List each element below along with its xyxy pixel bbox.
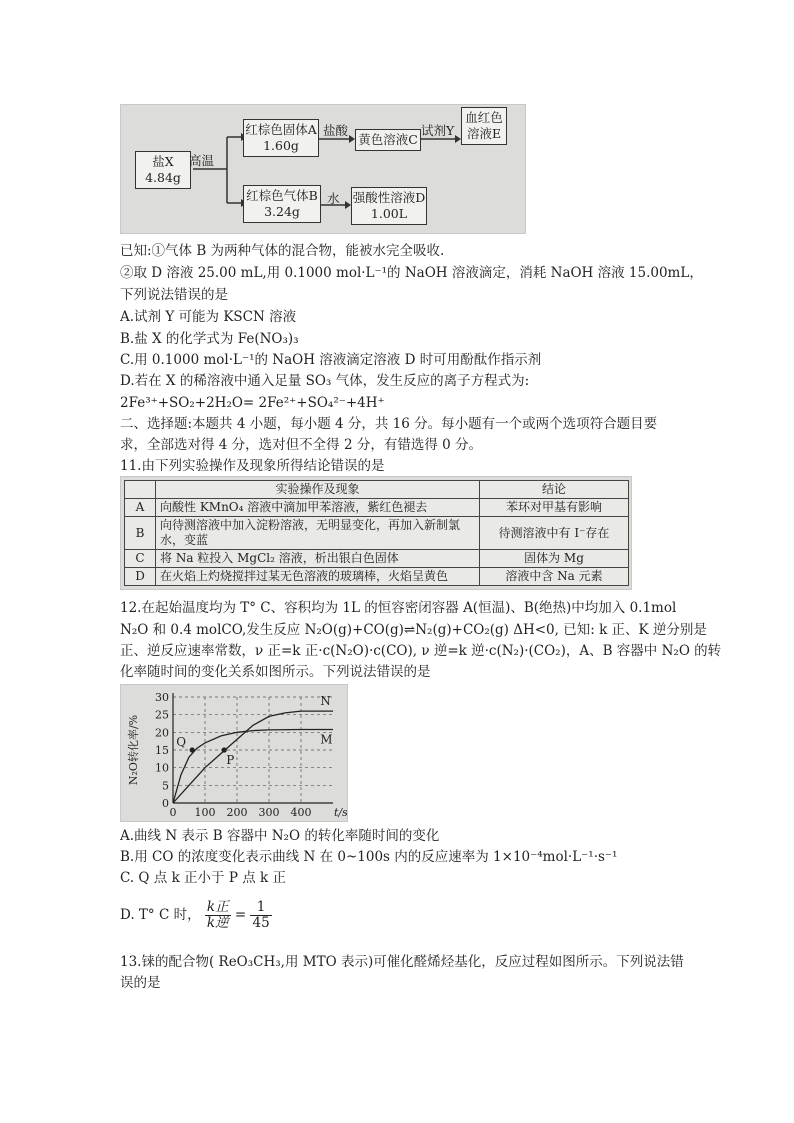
curve-label-M: M bbox=[320, 732, 333, 747]
table-cell: B bbox=[125, 517, 156, 550]
data-point-Q bbox=[190, 747, 195, 752]
data-point-P bbox=[222, 747, 227, 752]
table-cell: D bbox=[125, 568, 156, 586]
table-cell: A bbox=[125, 499, 156, 517]
fraction-numerator: k正 bbox=[206, 899, 229, 915]
table-row bbox=[125, 568, 629, 586]
table-cell: C bbox=[125, 550, 156, 568]
table-header-cell bbox=[125, 481, 156, 499]
salt-x-mass: 4.84g bbox=[145, 170, 181, 185]
q13-stem-1: 13.铼的配合物( ReO₃CH₃,用 MTO 表示)可催化醛烯烃基化，反应过程如图所示。下列说法错 bbox=[120, 954, 684, 970]
conversion-chart bbox=[121, 685, 347, 821]
q10-question: 下列说法错误的是 bbox=[120, 287, 228, 303]
q10-option-d: D.若在 X 的稀溶液中通入足量 SO₃ 气体，发生反应的离子方程式为: bbox=[120, 373, 530, 389]
solid-a-box bbox=[243, 119, 319, 157]
x-tick-label: 400 bbox=[290, 806, 312, 819]
q10-option-b: B.盐 X 的化学式为 Fe(NO₃)₃ bbox=[120, 331, 299, 347]
table-cell: 苯环对甲基有影响 bbox=[480, 499, 629, 517]
x-tick-label: 300 bbox=[258, 806, 280, 819]
table-cell: 将 Na 粒投入 MgCl₂ 溶液，析出银白色固体 bbox=[156, 550, 480, 568]
y-tick-label: 30 bbox=[155, 691, 169, 704]
solution-e-line2: 溶液E bbox=[466, 126, 502, 141]
q12-stem-2: N₂O 和 0.4 molCO,发生反应 N₂O(g)+CO(g)⇌N₂(g)+CO₂(g) ΔH<0, 已知: k 正、K 逆分别是 bbox=[120, 622, 707, 638]
q12-option-d bbox=[120, 898, 272, 932]
table-cell: 溶液中含 Na 元素 bbox=[480, 568, 629, 586]
solid-a-mass: 1.60g bbox=[263, 138, 299, 153]
y-tick-label: 10 bbox=[155, 761, 169, 775]
solution-d-box bbox=[351, 187, 427, 225]
solution-c-label: 黄色溶液C bbox=[358, 132, 418, 147]
solution-e-box bbox=[461, 107, 507, 145]
equals-sign: = bbox=[234, 907, 247, 923]
section2-heading: 二、选择题:本题共 4 小题，每小题 4 分，共 16 分。每小题有一个或两个选项符合题目要 bbox=[120, 416, 658, 432]
q12-option-c: C. Q 点 k 正小于 P 点 k 正 bbox=[120, 870, 286, 886]
fraction-denominator: k逆 bbox=[206, 915, 229, 931]
y-tick-label: 5 bbox=[162, 779, 169, 793]
value-numerator: 1 bbox=[250, 900, 271, 916]
x-tick-label: 100 bbox=[194, 806, 216, 819]
q10-option-a: A.试剂 Y 可能为 KSCN 溶液 bbox=[120, 309, 297, 325]
q12-option-a: A.曲线 N 表示 B 容器中 N₂O 的转化率随时间的变化 bbox=[120, 828, 440, 844]
table-header-row bbox=[125, 481, 629, 499]
table-row bbox=[125, 550, 629, 568]
q11-stem: 11.由下列实验操作及现象所得结论错误的是 bbox=[120, 458, 385, 474]
solution-e-line1: 血红色 bbox=[465, 110, 503, 125]
q10-option-d-equation: 2Fe³⁺+SO₂+2H₂O= 2Fe²⁺+SO₄²⁻+4H⁺ bbox=[120, 395, 385, 411]
solution-d-label: 强酸性溶液D bbox=[352, 190, 426, 205]
x-tick-label: 200 bbox=[226, 806, 248, 819]
salt-x-label: 盐X bbox=[152, 154, 174, 169]
q12-stem-1: 12.在起始温度均为 T° C、容积均为 1L 的恒容密闭容器 A(恒温)、B(绝热)中均加入 0.1mol bbox=[120, 600, 677, 616]
condition-high-temp: 高温 bbox=[189, 153, 215, 168]
q12-option-b: B.用 CO 的浓度变化表示曲线 N 在 0~100s 内的反应速率为 1×10⁻⁴mol·L⁻¹·s⁻¹ bbox=[120, 849, 618, 865]
section2-heading-cont: 求，全部选对得 4 分，选对但不全得 2 分，有错选得 0 分。 bbox=[120, 437, 483, 453]
y-tick-label: 25 bbox=[155, 708, 169, 722]
y-tick-label: 15 bbox=[155, 744, 169, 757]
table-cell: 向待测溶液中加入淀粉溶液，无明显变化，再加入新制氯水，变蓝 bbox=[156, 517, 480, 550]
table-cell: 向酸性 KMnO₄ 溶液中滴加甲苯溶液，紫红色褪去 bbox=[156, 499, 480, 517]
x-axis-label: t/s bbox=[334, 806, 347, 819]
point-label-P: P bbox=[226, 753, 235, 767]
k-ratio-fraction bbox=[205, 900, 231, 931]
q12-chart-figure bbox=[120, 684, 348, 822]
x-tick-label: 0 bbox=[169, 806, 177, 819]
gas-b-mass: 3.24g bbox=[264, 204, 300, 219]
q10-known-2: ②取 D 溶液 25.00 mL,用 0.1000 mol·L⁻¹的 NaOH 溶液滴定，消耗 NaOH 溶液 15.00mL， bbox=[120, 265, 703, 281]
q10-option-c: C.用 0.1000 mol·L⁻¹的 NaOH 溶液滴定溶液 D 时可用酚酞作指示剂 bbox=[120, 352, 542, 368]
value-fraction bbox=[250, 900, 271, 931]
solution-c-box bbox=[355, 129, 421, 151]
q12-stem-4: 化率随时间的变化关系如图所示。下列说法错误的是 bbox=[120, 664, 431, 680]
table-header-cell: 结论 bbox=[480, 481, 629, 499]
q10-known-1: 已知:①气体 B 为两种气体的混合物，能被水完全吸收. bbox=[120, 243, 445, 259]
gas-b-label: 红棕色气体B bbox=[246, 188, 318, 203]
water-label: 水 bbox=[327, 191, 340, 206]
solution-d-volume: 1.00L bbox=[370, 206, 408, 221]
point-label-Q: Q bbox=[176, 735, 187, 749]
y-tick-label: 0 bbox=[162, 797, 169, 810]
q11-table-figure bbox=[120, 476, 632, 590]
value-denominator: 45 bbox=[252, 915, 270, 931]
acid-label: 盐酸 bbox=[323, 123, 349, 138]
table-cell: 待测溶液中有 I⁻存在 bbox=[480, 517, 629, 550]
table-row bbox=[125, 517, 629, 550]
curve-label-N: N bbox=[320, 694, 331, 709]
table-header-cell: 实验操作及现象 bbox=[156, 481, 480, 499]
q11-table bbox=[124, 480, 629, 586]
salt-x-box bbox=[135, 151, 191, 189]
q13-stem-2: 误的是 bbox=[120, 975, 161, 991]
table-cell: 在火焰上灼烧搅拌过某无色溶液的玻璃棒，火焰呈黄色 bbox=[156, 568, 480, 586]
table-cell: 固体为 Mg bbox=[480, 550, 629, 568]
q12-option-d-label: D. T° C 时， bbox=[120, 907, 201, 923]
y-axis-label: N₂O转化率/% bbox=[127, 714, 140, 786]
y-tick-label: 20 bbox=[155, 726, 169, 740]
gas-b-box bbox=[243, 185, 321, 223]
table-row bbox=[125, 499, 629, 517]
reagent-y-label: 试剂Y bbox=[421, 123, 455, 138]
flowchart-figure bbox=[120, 104, 526, 234]
series-line-N bbox=[173, 711, 333, 803]
q12-stem-3: 正、逆反应速率常数，ν 正=k 正·c(N₂O)·c(CO), ν 逆=k 逆·c(N₂)·(CO₂)，A、B 容器中 N₂O 的转 bbox=[120, 643, 722, 659]
solid-a-label: 红棕色固体A bbox=[245, 122, 317, 137]
series-line-M bbox=[173, 730, 333, 804]
